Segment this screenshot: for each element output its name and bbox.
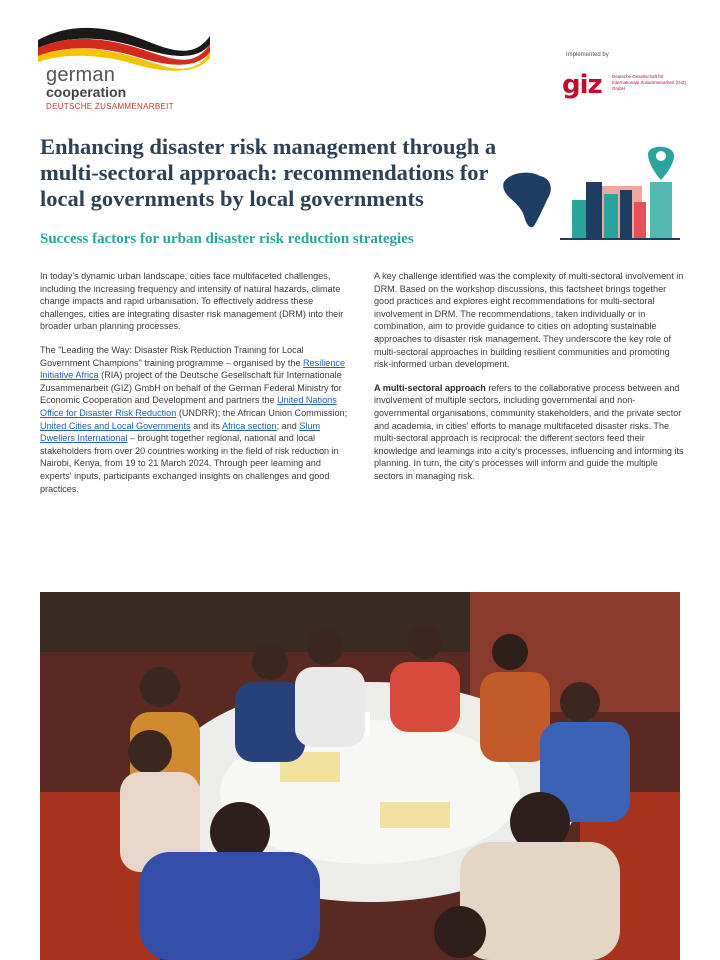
implemented-by-label: Implemented by <box>566 52 609 58</box>
link-slum-dwellers-international[interactable]: Slum Dwellers International <box>40 420 321 444</box>
brand-line-cooperation: cooperation <box>46 84 127 100</box>
text-span: The "Leading the Way: Disaster Risk Reduction Training for Local Government Champions" training programme – organised by the <box>40 344 304 368</box>
link-resilience-initiative-africa[interactable]: Resilience Initiative Africa <box>40 357 345 381</box>
page-subtitle: Success factors for urban disaster risk reduction strategies <box>40 231 414 247</box>
workshop-photo <box>40 592 680 960</box>
giz-logo: giz <box>562 70 602 100</box>
definition-paragraph <box>374 382 688 483</box>
link-uclg[interactable]: United Cities and Local Governments <box>40 420 191 431</box>
challenge-paragraph: A key challenge identified was the complexity of multi-sectoral involvement in DRM. Based on the workshop discussions, this factsheet brings together good practices and explores eight recommendations for multi-sectoral involvement in DRM. The recommendations, taken individually or in combination, aim to provide guidance to cities on adopting sustainable approaches to disaster risk management. They underscore the key role of multi-sectoral approaches in building resilient communities and promoting risk-informed urban development. <box>374 271 684 370</box>
definition-term: A multi-sectoral approach <box>374 382 486 393</box>
text-span: – brought together regional, national and local stakeholders from over 20 countries working in the field of risk reduction in Nairobi, Kenya, from 19 to 21 March 2024. Through peer learning and experts' inputs, participants exchanged insights on challenges and good practices. <box>40 433 339 494</box>
intro-paragraph: In today's dynamic urban landscape, cities face multifaceted challenges, including the increasing frequency and intensity of natural hazards, climate change impacts and rapid urbanisation. To effectively address these challenges, cities are integrating disaster risk management (DRM) into their broader urban planning processes. <box>40 271 344 332</box>
text-span: (UNDRR); the African Union Commission; <box>176 407 348 418</box>
text-span: refers to the collaborative process between and involvement of multiple sectors, including governmental and non-governmental organisations, community stakeholders, and the private sector and academia, in cities' efforts to manage multifaceted disaster risks. The multi-sectoral approach is reciprocal: the different sectors feed their knowledge and learnings into a city's processes, influencing and informing its planning. In turn, the city's processes will inform and guide the multiple sectors in managing risk. <box>374 382 684 481</box>
link-africa-section[interactable]: Africa section <box>222 420 277 431</box>
right-column <box>374 270 688 494</box>
text-span: and its <box>190 420 222 431</box>
training-paragraph <box>40 344 352 495</box>
text-span: (RIA) project of the Deutsche Gesellschaft für Internationale Zusammenarbeit (GIZ) GmbH on behalf of the German Federal Ministry for Economic Cooperation and Development and partners the <box>40 370 342 406</box>
link-undrr[interactable]: United Nations Office for Disaster Risk Reduction <box>40 395 337 418</box>
brand-line-german: german <box>46 64 116 86</box>
text-span: ; and <box>276 420 300 431</box>
page-title: Enhancing disaster risk management through a multi-sectoral approach: recommendations for local governments by local governments <box>40 134 497 211</box>
africa-city-illustration-icon <box>500 142 680 242</box>
left-column <box>40 270 352 506</box>
brand-line-deutsche: DEUTSCHE ZUSAMMENARBEIT <box>46 102 174 111</box>
giz-logo-subtext: Deutsche Gesellschaft für Internationale Zusammenarbeit (GIZ) GmbH <box>612 74 687 91</box>
